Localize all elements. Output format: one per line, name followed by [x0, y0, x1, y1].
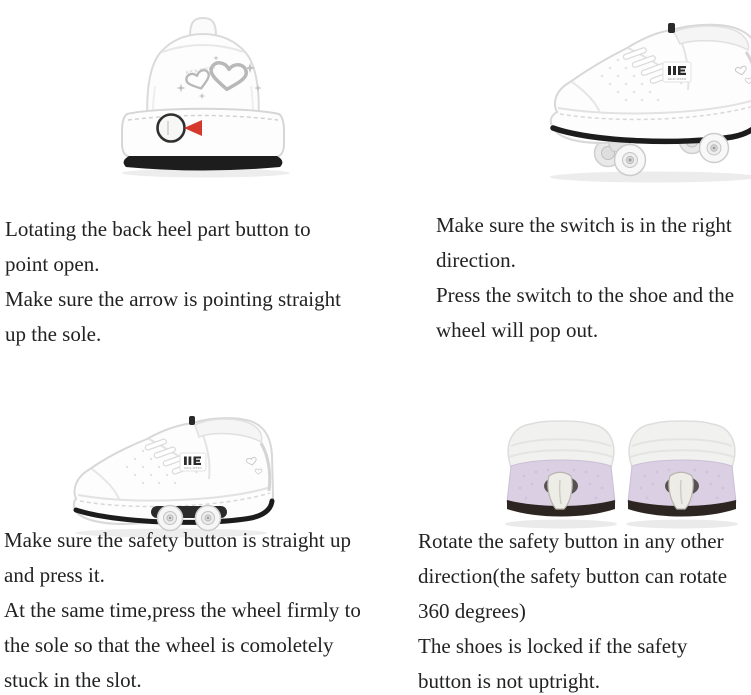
heel-right — [626, 421, 738, 529]
instruction-safety-button-lock — [418, 524, 727, 695]
instruction-switch-direction — [436, 208, 734, 348]
heel-platform — [122, 109, 284, 158]
figure-back-heel-button — [98, 16, 308, 181]
text-line: direction. — [436, 248, 516, 272]
brand-text-back: KICK SPEED — [185, 64, 216, 75]
heel-left — [505, 421, 617, 529]
figure-wheels-retracted — [65, 411, 280, 539]
text-line: direction(the safety button can rotate — [418, 564, 728, 588]
instruction-heel-button — [5, 212, 341, 352]
shoe-back-view-image — [98, 16, 308, 181]
brand-text-side: KICK SPEED — [184, 466, 202, 470]
figure-skate-wheels-out — [532, 16, 751, 186]
shadow — [550, 172, 751, 183]
skate-shoe-wheels-out-image — [532, 16, 751, 186]
instruction-safety-button-press — [4, 523, 361, 695]
brand-logo — [180, 453, 206, 471]
text-line: point open. — [5, 252, 100, 276]
heel-safety-button — [158, 115, 185, 142]
text-line: Lotating the back heel part button to — [5, 217, 311, 241]
text-line: Rotate the safety button in any other — [418, 529, 724, 553]
text-line: 360 degrees) — [418, 599, 526, 623]
text-line: Press the switch to the shoe and the — [436, 283, 735, 307]
brand-logo — [663, 62, 691, 82]
text-line: stuck in the slot. — [4, 668, 142, 692]
text-line: At the same time,press the wheel firmly to — [4, 598, 361, 622]
text-line: wheel will pop out. — [436, 318, 599, 342]
sole — [124, 156, 283, 171]
text-line: Make sure the arrow is pointing straight — [5, 287, 341, 311]
text-line: up the sole. — [5, 322, 102, 346]
text-line: button is not uptright. — [418, 669, 601, 693]
shoe-wheels-retracted-image — [65, 411, 280, 539]
brand-text-side: KICK SPEED — [667, 77, 687, 81]
text-line: and press it. — [4, 563, 105, 587]
heels-closeup-image — [490, 416, 751, 531]
figure-heel-safety-buttons — [490, 416, 751, 531]
text-line: the sole so that the wheel is comoletely — [4, 633, 334, 657]
text-line: Make sure the safety button is straight up — [4, 528, 352, 552]
text-line: Make sure the switch is in the right — [436, 213, 732, 237]
text-line: The shoes is locked if the safety — [418, 634, 688, 658]
